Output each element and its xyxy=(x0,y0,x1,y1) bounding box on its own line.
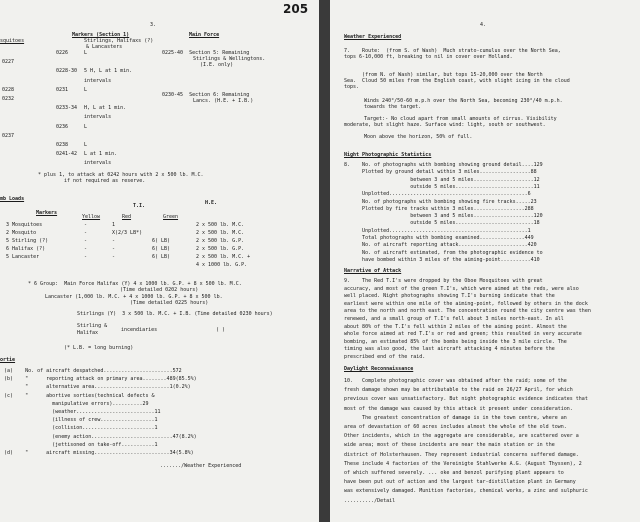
daylight-line: of which suffered severely. ... oke and benzol purifying plant appears to xyxy=(344,470,564,476)
weather-line: tops 6-10,000 ft, breaking to nil in cover over Holland. xyxy=(344,54,513,60)
sortie-line: (jettisoned on take-off...........1 xyxy=(4,441,158,448)
sortie-line: (weather..........................11 xyxy=(4,409,161,415)
narrative-line: renewed, and a small group of T.I's fell about 3 miles north-east. In all xyxy=(344,316,564,322)
timing-time: 0241-42 xyxy=(56,151,78,158)
bomb-row-red: - xyxy=(112,246,116,252)
photo-stat-line: 8. No. of photographs with bombing showing ground detail....129 xyxy=(344,162,543,168)
narrative-line: earliest were within one mile of the aiming-point, followed by others in the dock xyxy=(344,300,588,307)
markers-heading: Markers (Section 1) xyxy=(72,32,130,38)
bomb-row-yellow: - xyxy=(84,246,88,252)
bomb-row-type: 3 Mosquitoes xyxy=(6,222,43,228)
yellow-column-heading: Yellow xyxy=(82,214,101,220)
bomb-row-type: 5 Stirling (?) xyxy=(6,238,49,244)
daylight-line: ........../Detail xyxy=(344,497,396,504)
green-column-heading: Green xyxy=(163,214,179,220)
bomb-row-he: 2 x 500 lb. M.C. xyxy=(196,230,245,236)
photo-stat-line: have bombed within 3 miles of the aiming-point..........410 xyxy=(344,256,540,263)
timing-note: intervals xyxy=(84,77,112,84)
sortie-line: (a) No. of aircraft despatched.......................572 xyxy=(4,368,182,374)
narrative-line: prescribed end of the raid. xyxy=(344,354,426,360)
bomb-row-he: 2 x 500 lb. M.C. xyxy=(196,222,245,228)
page-number: 205 xyxy=(283,2,309,16)
note-line: * plus 1, to attack at 0242 hours with 2 x 500 lb. M.C. xyxy=(38,172,204,178)
weather-line: Winds 240°/50-60 m.p.h over the North Sea, becoming 230°/40 m.p.h. xyxy=(364,98,563,104)
bomb-row-type: 2 Mosquito xyxy=(6,230,37,236)
bomb-row-he: 2 x 500 lb. G.P. xyxy=(196,246,245,252)
markers-line-3: & Lancasters xyxy=(86,44,123,50)
timing-number: 0227 xyxy=(2,59,15,66)
right-page xyxy=(330,0,640,522)
bomb-note-line: Stirling & xyxy=(77,323,108,329)
daylight-line: was extensively damaged. Munition factories, chemical works, a zinc and sulphuric xyxy=(344,488,588,495)
bomb-row-type: 5 Lancaster xyxy=(6,254,40,260)
photo-stat-line: Plotted by ground detail within 3 miles.................88 xyxy=(344,169,537,176)
narrative-line: area to the north and north east. The concentration round the city centre was then xyxy=(344,308,591,315)
bomb-note-line: (* L.B. = long burning) xyxy=(64,345,134,351)
he-heading: H.E. xyxy=(205,200,218,206)
bomb-note-line: Stirlings (Y) 3 x 500 lb. M.C. + I.B. (Time detailed 0230 hours) xyxy=(77,311,273,317)
timing-time: 0231 xyxy=(56,86,69,93)
weather-line: 7. Route: (from S. of Wash) Much strato-cumulus over the North Sea, xyxy=(344,48,561,54)
red-column-heading: Red xyxy=(122,214,132,220)
weather-line: (from N. of Wash) similar, but tops 15-20,000 over the North xyxy=(344,72,543,78)
ti-heading: T.I. xyxy=(133,203,146,209)
note-line: if not required as reserve. xyxy=(64,178,146,184)
bomb-note-line: Lancaster (1,000 lb. M.C. + 4 x 1000 lb. G.P. + 8 x 500 lb. xyxy=(45,294,223,300)
photo-stat-line: No. of photographs with bombing showing fire tracks.....23 xyxy=(344,198,537,205)
photo-stat-line: between 3 and 5 miles....................120 xyxy=(344,213,543,220)
timing-time: 0228-30 xyxy=(56,68,78,75)
main-force-line: Lancs. (H.E. + I.B.) xyxy=(193,98,254,104)
sortie-line: (c) " abortive sorties(technical defects & xyxy=(4,392,155,399)
daylight-line: wide area; most of these incidents are near the main station or in the xyxy=(344,442,555,449)
timing-number: 0228 xyxy=(2,86,15,93)
photo-stat-line: between 3 and 5 miles....................12 xyxy=(344,176,540,183)
mosquitoes-side-label: squitoes xyxy=(0,38,25,44)
bomb-row-he: 2 x 500 lb. M.C. + xyxy=(196,254,251,260)
left-page xyxy=(0,0,319,522)
narrative-line: timing was also good, the last aircraft attacking 4 minutes before the xyxy=(344,346,555,353)
bomb-row-red: X(2/3 LB*) xyxy=(112,230,143,236)
sortie-line: " alternative area.........................1(0.2%) xyxy=(4,384,191,391)
timing-time: 0233-34 xyxy=(56,105,78,112)
photo-stat-line: outside 5 miles..........................11 xyxy=(344,183,540,190)
timing-note: L xyxy=(84,142,88,148)
bomb-row-yellow: - xyxy=(84,254,88,260)
photo-stat-line: No. of aircraft reporting attack.......................420 xyxy=(344,242,537,249)
daylight-line: The greatest concentration of damage is in the town centre, where an xyxy=(344,414,567,421)
bomb-note-line: (Time detailed 0202 hours) xyxy=(120,287,199,293)
markers-line-2: Stirlings, Halifaxs (?) xyxy=(84,38,154,44)
timing-time: 0236 xyxy=(56,123,69,130)
sortie-line: (enemy action...........................47(8.2%) xyxy=(4,433,197,440)
bomb-row-yellow: - xyxy=(84,230,88,236)
daylight-line: district of Holsterhausen. They represent industrial concerns suffered damage. xyxy=(344,451,579,458)
weather-heading: Weather Experienced xyxy=(344,34,402,40)
sortie-line: (collision........................1 xyxy=(4,425,158,432)
photo-stat-line: Plotted by fire tracks within 3 miles.................288 xyxy=(344,205,534,212)
daylight-line: These include 4 factories of the Vereinigte Stahlwerke A.G. (August Thyssen), 2 xyxy=(344,460,582,467)
daylight-line: 10. Complete photographic cover was obtained after the raid; some of the xyxy=(344,378,567,384)
book-gutter xyxy=(319,0,330,522)
main-force-line: 0230-45 Section 6: Remaining xyxy=(162,92,250,98)
daylight-line: previous cover was unsatisfactory. But night photographic evidence indicates that xyxy=(344,396,588,403)
timing-note: L xyxy=(84,86,88,93)
daylight-line: have been put out of action and the largest tar-distillation plant in Germany xyxy=(344,479,576,486)
bomb-row-red: - xyxy=(112,254,116,260)
timing-note: L xyxy=(84,50,88,56)
sortie-line: (b) " reporting attack on primary area........489(85.5%) xyxy=(4,376,197,383)
bomb-note-line: (Time detailed 0225 hours) xyxy=(130,300,209,306)
bomb-row-yellow: - xyxy=(84,222,88,228)
narrative-line: bombing, an estimated 85% of the bombs being inside the 3 mile circle. The xyxy=(344,338,567,345)
narrative-line: accuracy, and most of the green T.I's, which were aimed at the reds, were also xyxy=(344,285,579,292)
narrative-line: whole force aimed at red T.I's or red and green; this resulted in very accurate xyxy=(344,331,582,338)
narrative-line: well placed. Night photographs showing T.I's burning indicate that the xyxy=(344,293,555,300)
timing-time: 0238 xyxy=(56,142,69,148)
page-mark: 4. xyxy=(480,22,487,28)
bomb-row-he: 2 x 500 lb. G.P. xyxy=(196,238,245,244)
page-mark: 3. xyxy=(150,22,157,28)
bomb-row-green: 6( LB) xyxy=(152,246,171,252)
bomb-row-yellow: - xyxy=(84,238,88,244)
daylight-line: area of devastation of 60 acres includes almost the whole of the old town. xyxy=(344,424,567,430)
main-force-line: 0225-40 Section 5: Remaining xyxy=(162,50,250,56)
main-force-heading: Main Force xyxy=(189,32,220,38)
sortie-line: (d) " aircraft missing.........................34(5.8%) xyxy=(4,450,194,456)
weather-line: Target:- No cloud apart from small amounts of cirrus. Visibility xyxy=(364,116,557,122)
bomb-note-line: * 6 Group: Main Force Halifax (Y) 4 x 1000 lb. G.P. + 8 x 500 lb. M.C. xyxy=(28,281,242,287)
timing-note: H, L at 1 min. xyxy=(84,105,127,112)
bomb-row-red: - xyxy=(112,238,116,244)
weather-line: towards the target. xyxy=(364,104,422,110)
timing-note: L xyxy=(84,123,88,130)
photo-stats-heading: Night Photographic Statistics xyxy=(344,152,432,158)
photo-stat-line: Unplotted..............................................1 xyxy=(344,227,531,234)
timing-note: 5 H, L at 1 min. xyxy=(84,68,133,75)
bomb-row-type: 6 Halifax (?) xyxy=(6,246,46,252)
narrative-line: 9. The Red T.I's were dropped by the Oboe Mosquitoes with great xyxy=(344,278,543,284)
bomb-loads-heading: mb Loads xyxy=(0,196,25,202)
photo-stat-line: outside 5 miles..........................18 xyxy=(344,220,540,227)
daylight-line: Other incidents, which in the aggregate are considerable, are scattered over a xyxy=(344,433,579,440)
weather-line: tops. xyxy=(344,84,360,90)
bomb-row-red: 1 xyxy=(112,222,116,228)
timing-number: 0232 xyxy=(2,96,15,102)
daylight-line: fresh damage shown may be attributable to the raid on 26/27 April, for which xyxy=(344,387,573,394)
timing-note: intervals xyxy=(84,114,112,121)
daylight-line: most of the damage was caused by this attack it present under consideration. xyxy=(344,405,573,412)
timing-time: 0226 xyxy=(56,50,69,56)
main-force-line: Stirlings & Wellingtons. xyxy=(193,56,266,62)
sortie-line: (illness of crew..................1 xyxy=(4,417,158,424)
photo-stat-line: Total photographs with bombing examined...............449 xyxy=(344,235,534,241)
bomb-row-green: 6( LB) xyxy=(152,238,171,244)
photo-stat-line: No. of aircraft estimated, from the photographic evidence to xyxy=(344,249,543,256)
page-footer: ......./Weather Experienced xyxy=(160,463,242,469)
markers-column-heading: Markers xyxy=(36,210,58,216)
sorties-heading: ortie xyxy=(0,357,16,363)
bomb-note-line: Halifax xyxy=(77,330,99,336)
weather-line: Moon above the horizon, 50% of full. xyxy=(364,134,473,140)
bracket-mark: ( ) xyxy=(216,327,226,333)
bomb-row-he: 4 x 1000 lb. G.P. xyxy=(196,262,248,268)
timing-number: 0237 xyxy=(2,132,15,139)
timing-note: intervals xyxy=(84,160,112,167)
bomb-note-line: incendiaries xyxy=(121,327,158,333)
narrative-line: about 80% of the T.I's fell within 2 miles of the aiming point. Almost the xyxy=(344,323,567,330)
narrative-heading: Narrative of Attack xyxy=(344,268,402,274)
timing-note: L at 1 min. xyxy=(84,151,118,158)
main-force-line: (I.E. only) xyxy=(200,62,234,68)
bomb-row-green: 6( LB) xyxy=(152,254,171,260)
photo-stat-line: Unplotted..............................................6 xyxy=(344,191,531,198)
weather-line: Sea. Cloud 50 miles from the English coast, with slight icing in the cloud xyxy=(344,78,570,84)
daylight-heading: Daylight Reconnaissance xyxy=(344,366,414,372)
weather-line: moderate, but slight haze. Surface wind: light, south or southwest. xyxy=(344,122,546,128)
sortie-line: manipulative errors)..........29 xyxy=(4,400,149,407)
